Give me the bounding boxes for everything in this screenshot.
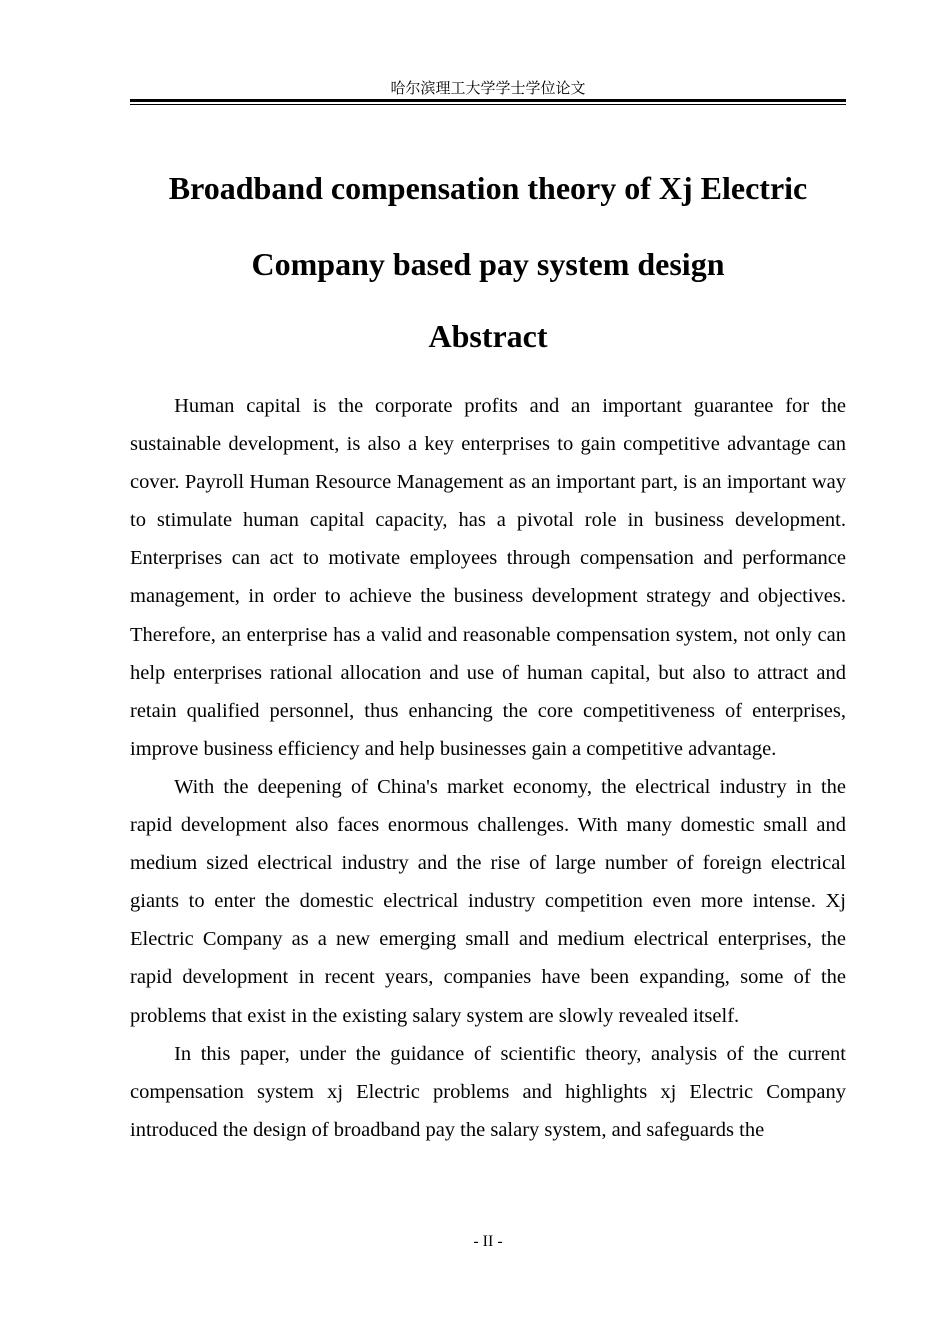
abstract-paragraph-2: With the deepening of China's market economy, the electrical industry in the rapid development also faces enormous challenges. With many domestic small and medium sized electrical industry and the rise of large number of foreign electrical giants to enter the domestic electrical industry competition even more intense. Xj Electric Company as a new emerging small and medium electrical enterprises, the rapid development in recent years, companies have been expanding, some of the problems that exist in the existing salary system are slowly revealed itself. — [130, 775, 846, 1027]
header-rule-thick — [130, 99, 846, 102]
abstract-body — [130, 387, 846, 1149]
abstract-heading: Abstract — [428, 318, 548, 354]
paper-title-line-2: Company based pay system design — [251, 246, 725, 282]
abstract-paragraph-3: In this paper, under the guidance of scientific theory, analysis of the current compensation system xj Electric problems and highlights xj Electric Company introduced the design of broadband pay the salary system, and safeguards the — [130, 1042, 846, 1141]
header-rule-thin — [130, 104, 846, 105]
running-header: 哈尔滨理工大学学士学位论文 — [390, 79, 586, 97]
abstract-paragraph-1: Human capital is the corporate profits and an important guarantee for the sustainable development, is also a key enterprises to gain competitive advantage can cover. Payroll Human Resource Management as an important part, is an important way to stimulate human capital capacity, has a pivotal role in business development. Enterprises can act to motivate employees through compensation and performance management, in order to achieve the business development strategy and objectives. Therefore, an enterprise has a valid and reasonable compensation system, not only can help enterprises rational allocation and use of human capital, but also to attract and retain qualified personnel, thus enhancing the core competitiveness of enterprises, improve business efficiency and help businesses gain a competitive advantage. — [130, 395, 846, 760]
paper-title-line-1: Broadband compensation theory of Xj Electric — [168, 170, 808, 206]
paper-title — [130, 150, 846, 302]
page-number: - II - — [473, 1233, 503, 1250]
